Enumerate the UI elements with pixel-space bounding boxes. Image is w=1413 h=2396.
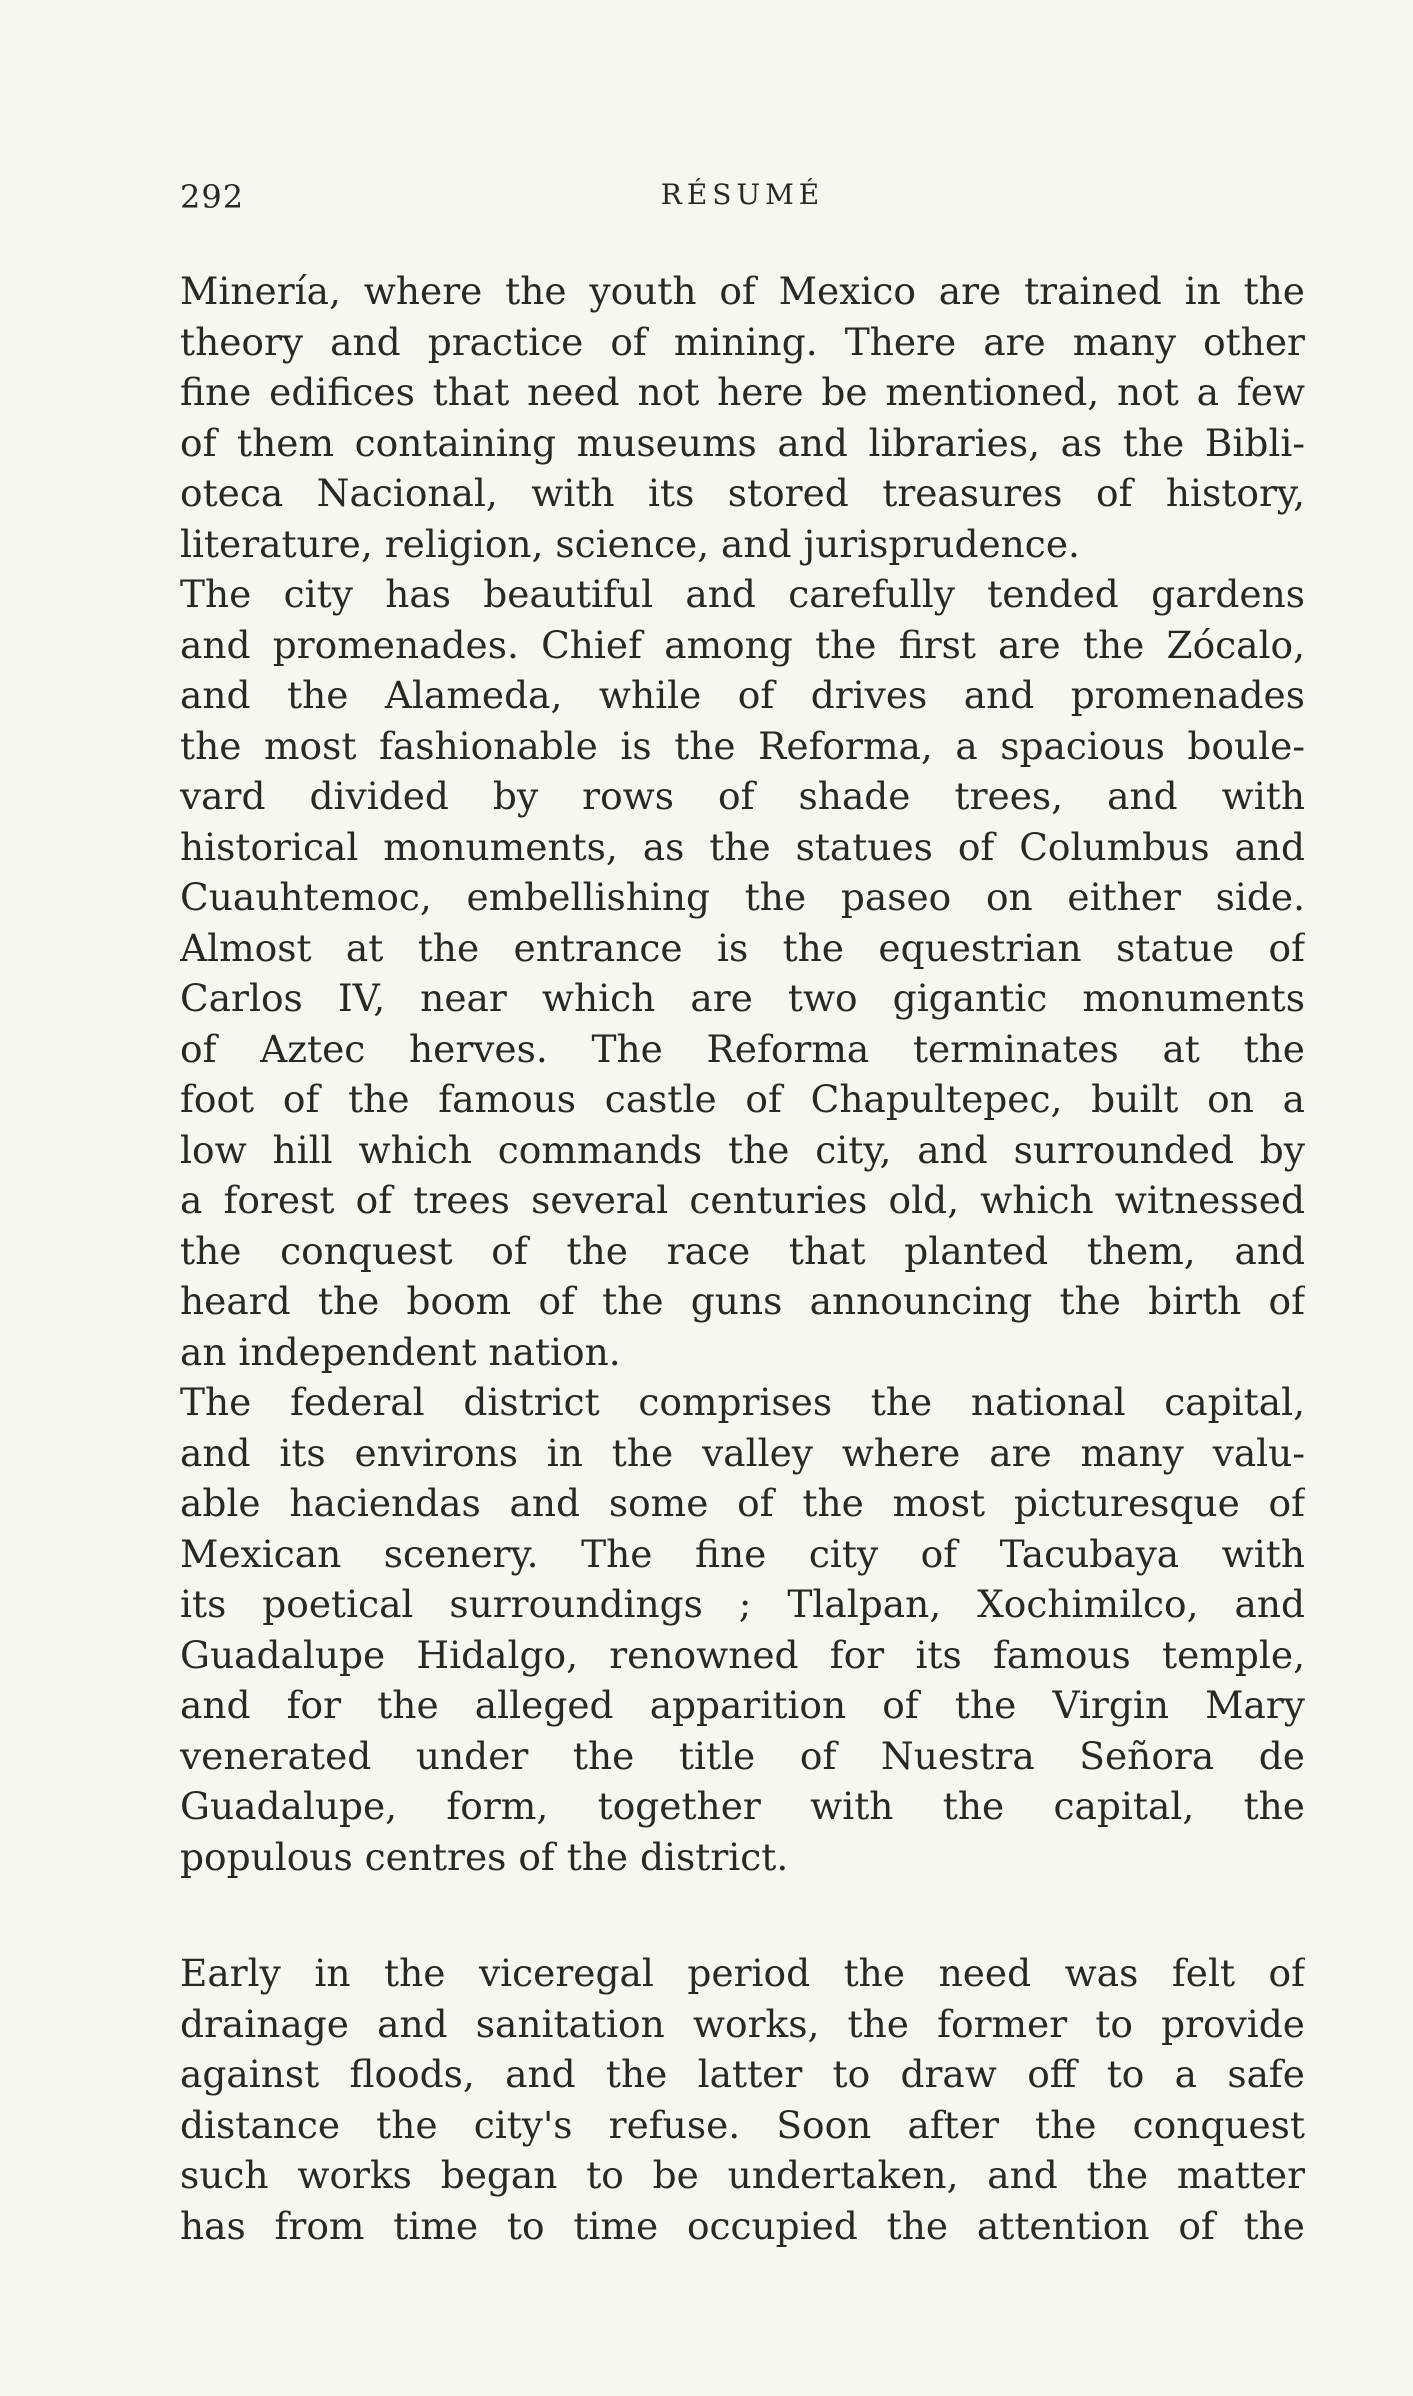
- running-head: [180, 178, 1305, 222]
- text-line: The city has beautiful and carefully tended gardens: [180, 572, 1305, 616]
- text-line: and its environs in the valley where are many valu-: [180, 1430, 1305, 1475]
- text-line: vard divided by rows of shade trees, and with: [180, 774, 1305, 818]
- text-line: fine edifices that need not here be mentioned, not a few: [180, 370, 1305, 414]
- text-line: of Aztec herves. The Reforma terminates at the: [180, 1026, 1305, 1071]
- page-number: 292: [180, 178, 245, 216]
- text-line: has from time to time occupied the attention of the: [180, 2203, 1305, 2248]
- text-line: literature, religion, science, and jurisprudence.: [180, 521, 1080, 566]
- text-line: against floods, and the latter to draw off to a safe: [180, 2052, 1305, 2096]
- text-line: an independent nation.: [180, 1329, 621, 1374]
- text-line: drainage and sanitation works, the former to provide: [180, 2001, 1305, 2046]
- text-line: theory and practice of mining. There are many other: [180, 319, 1305, 364]
- text-line: populous centres of the district.: [180, 1834, 789, 1879]
- paragraph: [180, 1377, 1305, 1882]
- text-line: the most fashionable is the Reforma, a spacious boule-: [180, 723, 1305, 768]
- text-line: and the Alameda, while of drives and promenades: [180, 673, 1305, 717]
- text-line: Guadalupe, form, together with the capital, the: [180, 1784, 1305, 1828]
- text-line: its poetical surroundings ; Tlalpan, Xochimilco, and: [180, 1582, 1305, 1626]
- text-line: and promenades. Chief among the first are the Zócalo,: [180, 622, 1305, 667]
- section-break: [180, 1882, 1305, 1948]
- text-line: the conquest of the race that planted them, and: [180, 1228, 1305, 1273]
- paragraph: [180, 1948, 1305, 2251]
- text-line: and for the alleged apparition of the Virgin Mary: [180, 1683, 1305, 1727]
- text-line: Minería, where the youth of Mexico are trained in the: [180, 269, 1305, 313]
- text-line: venerated under the title of Nuestra Señora de: [180, 1733, 1305, 1778]
- text-line: a forest of trees several centuries old, which witnessed: [180, 1178, 1305, 1222]
- paragraph: [180, 266, 1305, 569]
- running-title: RÉSUMÉ: [660, 178, 825, 211]
- text-line: Almost at the entrance is the equestrian statue of: [180, 925, 1305, 970]
- text-line: able haciendas and some of the most picturesque of: [180, 1481, 1305, 1525]
- text-line: Cuauhtemoc, embellishing the paseo on either side.: [180, 875, 1305, 919]
- body-text: [180, 266, 1305, 2251]
- text-line: such works began to be undertaken, and the matter: [180, 2153, 1305, 2197]
- text-line: The federal district comprises the national capital,: [180, 1380, 1305, 1424]
- text-line: Carlos IV, near which are two gigantic monuments: [180, 976, 1305, 1020]
- paragraph: [180, 569, 1305, 1377]
- text-line: Early in the viceregal period the need was felt of: [180, 1951, 1305, 1995]
- text-line: Mexican scenery. The fine city of Tacubaya with: [180, 1531, 1305, 1576]
- text-line: Guadalupe Hidalgo, renowned for its famous temple,: [180, 1632, 1305, 1677]
- text-line: distance the city's refuse. Soon after the conquest: [180, 2102, 1305, 2147]
- text-line: oteca Nacional, with its stored treasures of history,: [180, 471, 1305, 515]
- text-line: of them containing museums and libraries, as the Bibli-: [180, 420, 1305, 465]
- text-line: foot of the famous castle of Chapultepec, built on a: [180, 1077, 1305, 1121]
- text-line: low hill which commands the city, and surrounded by: [180, 1127, 1305, 1172]
- text-line: heard the boom of the guns announcing the birth of: [180, 1279, 1305, 1323]
- text-line: historical monuments, as the statues of Columbus and: [180, 824, 1305, 869]
